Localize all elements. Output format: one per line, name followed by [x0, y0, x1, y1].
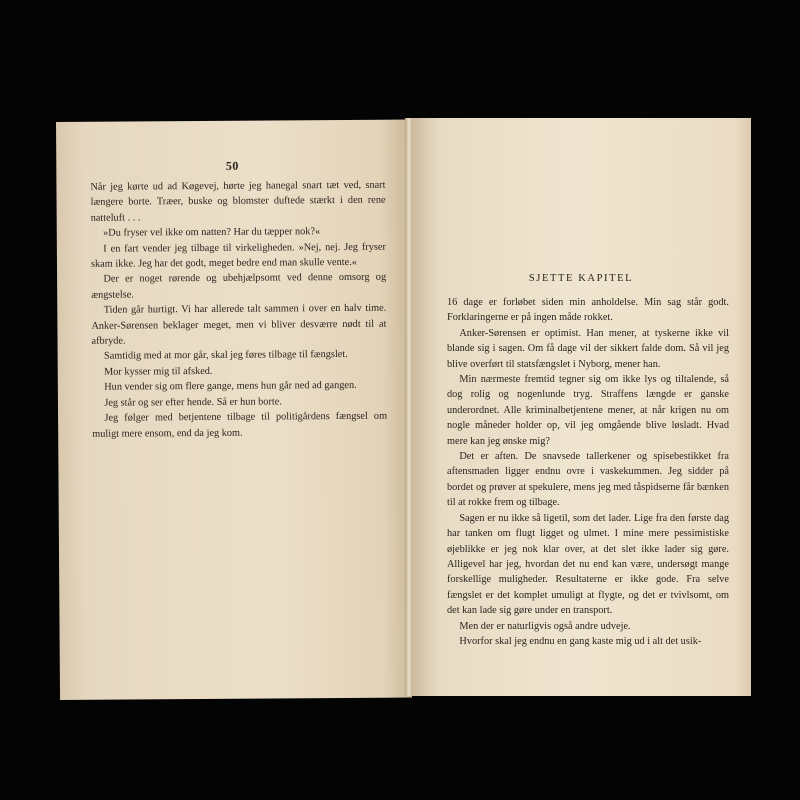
- paragraph: 16 dage er forløbet siden min anholdelse. Min sag står godt. Forklaringerne er på ingen måde rokket.: [447, 297, 729, 324]
- paragraph: Hvorfor skal jeg endnu en gang kaste mig ud i alt det usik-: [459, 635, 702, 647]
- right-page: [411, 118, 751, 696]
- paragraph: Min nærmeste fremtid tegner sig om ikke lys og tiltalende, så dog rolig og nogenlunde tryg. Straffens længde er ganske underordnet. Alle kriminalbetjentene mener, at når krigen nu om nogle måneder holder op, vil jeg omgående blive løsladt. Hvad mere kan jeg ønske mig?: [447, 374, 729, 447]
- chapter-title: SJETTE KAPITEL: [528, 273, 634, 284]
- paragraph: Tiden går hurtigt. Vi har allerede talt sammen i over en halv time. Anker-Sørensen beklager meget, men vi bliver desværre nødt til at afbryde.: [91, 302, 387, 347]
- paragraph: Hun vender sig om flere gange, mens hun går ned ad gangen.: [104, 380, 357, 393]
- right-page-text: [447, 295, 729, 649]
- paragraph: I en fart vender jeg tilbage til virkeligheden. »Nej, nej. Jeg fryser skam ikke. Jeg har det godt, meget bedre end man skulle vente.«: [90, 241, 386, 270]
- page-number: 50: [225, 158, 239, 173]
- left-page-text: [90, 178, 387, 442]
- paragraph: Det er aften. De snavsede tallerkener og spisebestikket fra aftensmaden ligger endnu ovre i vaskekummen. Jeg sidder på bordet og prøver at spekulere, mens jeg med tåspidserne får bænken til at rokke frem og tilbage.: [447, 451, 729, 509]
- paragraph: Samtidig med at mor går, skal jeg føres tilbage til fængslet.: [103, 349, 348, 363]
- paragraph: Jeg følger med betjentene tilbage til politigårdens fængsel om muligt mere ensom, end da jeg kom.: [92, 410, 388, 440]
- paragraph: Mor kysser mig til afsked.: [104, 365, 213, 378]
- paragraph: »Du fryser vel ikke om natten? Har du tæpper nok?«: [103, 226, 321, 239]
- paragraph: Jeg står og ser efter hende. Så er hun borte.: [104, 396, 282, 409]
- open-book: [56, 118, 751, 696]
- paragraph: Når jeg kørte ud ad Køgevej, hørte jeg hanegal snart tæt ved, snart længere borte. Træer, buske og blomster duftede stærkt i den rene natteluft . . .: [90, 179, 386, 224]
- paragraph: Men der er naturligvis også andre udveje.: [459, 620, 631, 632]
- paragraph: Sagen er nu ikke så ligetil, som det lader. Lige fra den første dag har tanken om flugt ligget og ulmet. I mine mere pessimistiske øjeblikke er jeg nok klar over, at det slet ikke lader sig gøre. Alligevel har jeg, hvordan det nu end kan være, undersøgt mange forskellige muligheder. Resultaterne er ikke gode. Fra selve fængslet er det komplet umuligt at flygte, og det er tvivlsomt, om det kan lade sig gøre under en transport.: [447, 512, 729, 617]
- left-page: [56, 120, 412, 700]
- paragraph: Der er noget rørende og ubehjælpsomt ved denne omsorg og ængstelse.: [91, 272, 387, 301]
- paragraph: Anker-Sørensen er optimist. Han mener, at tyskerne ikke vil blande sig i sagen. Om få dage vil der sikkert falde dom. Så vil jeg blive overført til statsfængslet i Nyborg, mener han.: [447, 327, 729, 370]
